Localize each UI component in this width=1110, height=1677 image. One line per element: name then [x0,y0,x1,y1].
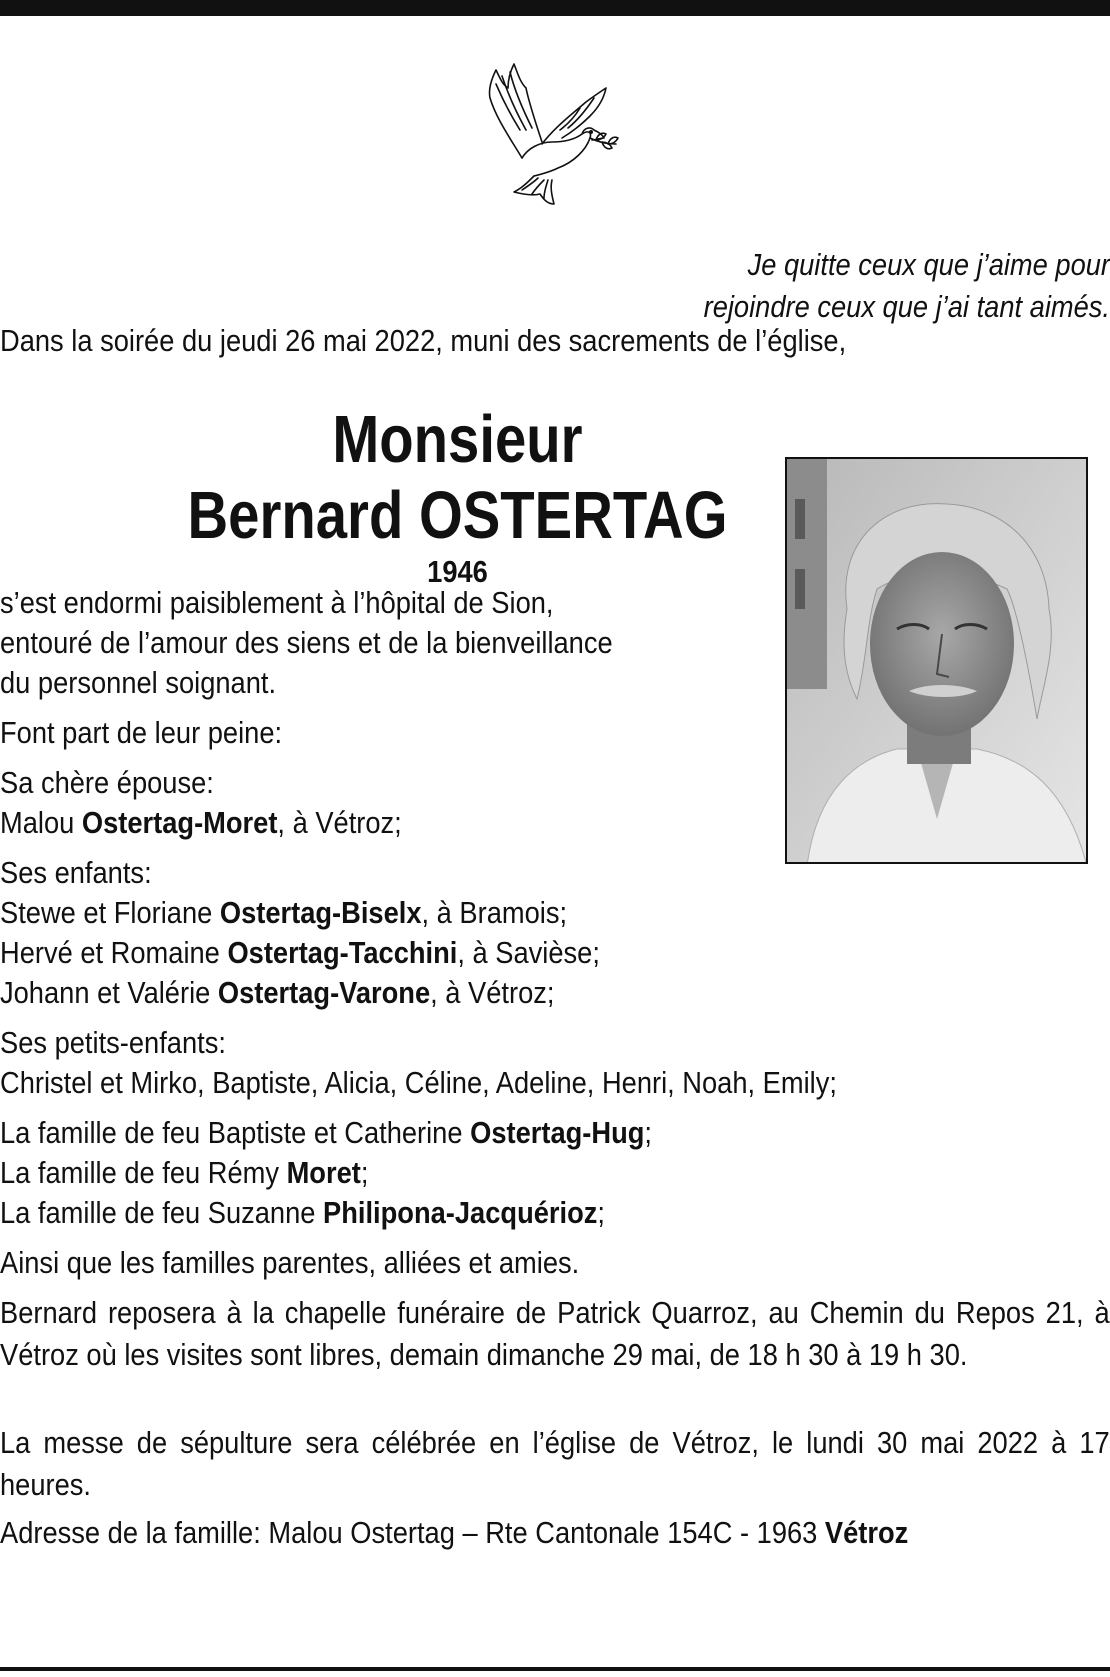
font-part-text: Font part de leur peine: [0,715,283,750]
child-first-names: Hervé et Romaine [0,935,228,970]
deceased-birth-year: 1946 [427,554,488,589]
family-prefix: La famille de feu Rémy [0,1155,287,1190]
intro-text: Dans la soirée du jeudi 26 mai 2022, muni des sacrements de l’église, [0,323,847,358]
dove-icon [482,58,622,208]
grandchildren-heading: Ses petits-enfants: [0,1025,226,1060]
family-suffix: ; [644,1115,653,1150]
quote-line-1: Je quitte ceux que j’aime pour [747,247,1110,282]
family-suffix: ; [360,1155,369,1190]
portrait-image [787,459,1088,864]
child-first-names: Johann et Valérie [0,975,218,1010]
child-entry [0,972,554,1014]
child-surname: Ostertag-Biselx [219,895,422,930]
grandchildren-names: Christel et Mirko, Baptiste, Alicia, Céline, Adeline, Henri, Noah, Emily; [0,1065,837,1100]
deceased-name-block [80,402,835,592]
bio-line-3: du personnel soignant. [0,665,277,700]
bio-line-2: entouré de l’amour des siens et de la bienveillance [0,625,613,660]
child-entry [0,892,567,934]
address-town: Vétroz [824,1515,909,1550]
spouse-first-name: Malou [0,805,82,840]
spouse-surname: Ostertag-Moret [81,805,278,840]
family-entry [0,1112,652,1154]
family-suffix: ; [597,1195,605,1230]
family-entry [0,1152,368,1194]
family-surname: Ostertag-Hug [470,1115,645,1150]
bottom-rule [0,1667,1110,1671]
child-place: , à Savièse; [457,935,600,970]
mass-text: La messe de sépulture sera célébrée en l’église de Vétroz, le lundi 30 mai 2022 à 17 heures. [0,1425,1110,1502]
child-entry [0,932,600,974]
quote-line-2: rejoindre ceux que j’ai tant aimés. [703,289,1110,324]
family-prefix: La famille de feu Baptiste et Catherine [0,1115,471,1150]
spouse-place: , à Vétroz; [277,805,402,840]
family-entry [0,1192,605,1234]
top-rule [0,0,1110,16]
visitation-text: Bernard reposera à la chapelle funéraire de Patrick Quarroz, au Chemin du Repos 21, à Vétroz où les visites sont libres, demain dimanche 29 mai, de 18 h 30 à 19 h 30. [0,1295,1110,1372]
relatives-text: Ainsi que les familles parentes, alliées et amies. [0,1245,580,1280]
children-heading: Ses enfants: [0,855,152,890]
child-surname: Ostertag-Varone [217,975,431,1010]
child-place: , à Bramois; [421,895,568,930]
portrait-photo [785,457,1088,864]
epitaph-quote [582,244,1110,328]
family-address [0,1512,908,1554]
spouse-entry [0,802,402,844]
child-place: , à Vétroz; [430,975,555,1010]
family-surname: Moret [286,1155,361,1190]
address-text: Adresse de la famille: Malou Ostertag – Rte Cantonale 154C - 1963 [0,1515,825,1550]
child-surname: Ostertag-Tacchini [227,935,458,970]
spouse-heading: Sa chère épouse: [0,765,214,800]
deceased-name: Bernard OSTERTAG [187,478,728,553]
child-first-names: Stewe et Floriane [0,895,220,930]
family-surname: Philipona-Jacquérioz [323,1195,598,1230]
bio-line-1: s’est endormi paisiblement à l’hôpital de Sion, [0,585,554,620]
family-prefix: La famille de feu Suzanne [0,1195,324,1230]
deceased-title: Monsieur [332,402,583,477]
